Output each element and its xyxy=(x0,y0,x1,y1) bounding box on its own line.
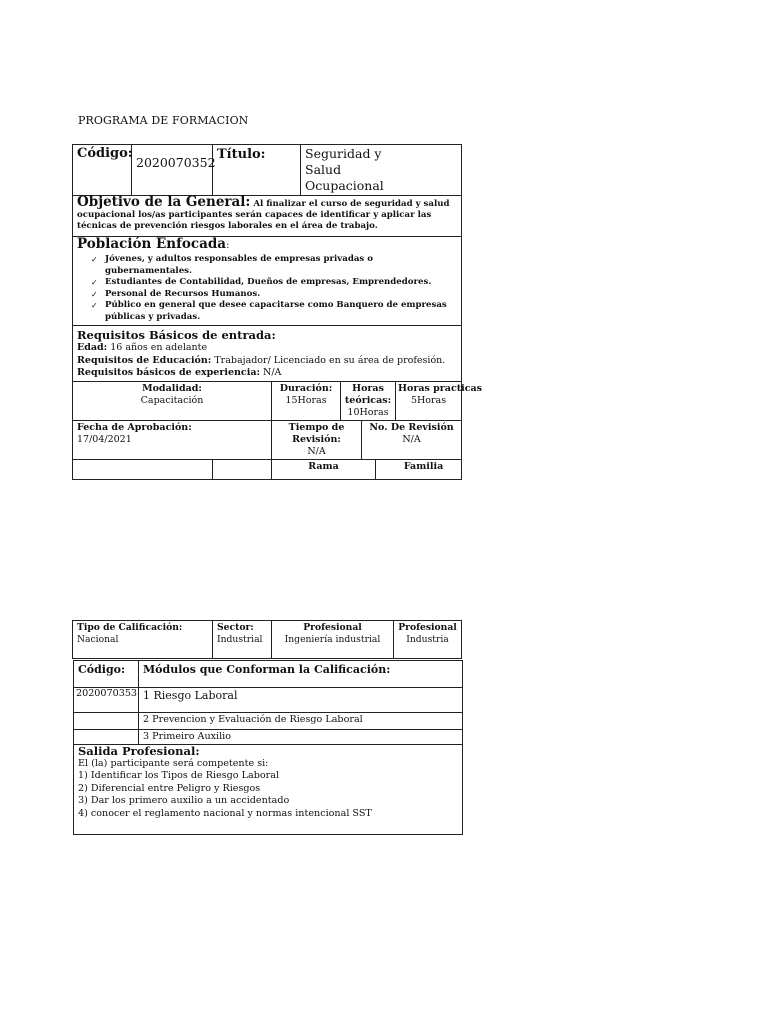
salida-item: 3) Dar los primero auxilio a un accidentado xyxy=(78,795,290,806)
salida-title: Salida Profesional: xyxy=(78,744,200,758)
experiencia-line: Requisitos básicos de experiencia: N/A xyxy=(77,367,282,378)
familia-cell xyxy=(376,459,462,479)
list-item: ✓ Estudiantes de Contabilidad, Dueños de empresas, Emprendedores. xyxy=(91,277,432,287)
modulo-name: 3 Primeiro Auxilio xyxy=(139,730,463,745)
tipo-label: Tipo de Calificación: xyxy=(77,622,183,633)
requisitos-title: Requisitos Básicos de entrada: xyxy=(77,328,276,342)
check-icon: ✓ xyxy=(91,289,98,299)
requisitos-cell xyxy=(73,326,462,382)
modulos-table xyxy=(73,660,463,835)
horas-practicas-cell xyxy=(396,381,483,420)
modulos-codigo-label: Código: xyxy=(74,661,139,688)
blank-cell xyxy=(213,459,272,479)
profesional-cell xyxy=(272,621,394,659)
sector-label: Sector: xyxy=(217,622,254,633)
modulo-codigo: 2020070353 xyxy=(74,688,139,713)
rama-cell xyxy=(272,459,376,479)
profesional2-value: Industria xyxy=(406,634,449,645)
titulo-value: Seguridad y Salud Ocupacional xyxy=(301,145,462,196)
no-revision-cell xyxy=(362,420,462,459)
check-icon: ✓ xyxy=(91,301,98,310)
fecha-label: Fecha de Aprobación: xyxy=(77,421,192,433)
tiempo-value: N/A xyxy=(307,445,326,457)
objetivo-cell xyxy=(73,196,462,237)
titulo-label: Título: xyxy=(213,145,301,196)
duracion-value: 15Horas xyxy=(285,394,327,406)
horas-practicas-value: 5Horas xyxy=(410,394,447,406)
modalidad-label: Modalidad: xyxy=(142,382,202,394)
codigo-value: 2020070352 xyxy=(132,145,213,196)
modulo-codigo xyxy=(74,713,139,730)
fecha-value: 17/04/2021 xyxy=(77,433,132,445)
familia-label: Familia xyxy=(403,460,444,472)
horas-teoricas-cell xyxy=(341,381,396,420)
tiempo-cell xyxy=(272,420,362,459)
horas-teoricas-value: 10Horas xyxy=(347,406,389,418)
codigo-label: Código: xyxy=(73,145,132,196)
check-icon: ✓ xyxy=(91,255,98,264)
objetivo-label: Objetivo de la General: xyxy=(77,194,251,210)
profesional2-label: Profesional xyxy=(398,622,457,633)
list-item: ✓ Personal de Recursos Humanos. xyxy=(91,288,261,299)
rama-label: Rama xyxy=(308,460,339,472)
no-revision-label: No. De Revisión xyxy=(369,421,454,433)
salida-item: 1) Identificar los Tipos de Riesgo Laboral xyxy=(78,770,280,781)
salida-item: 4) conocer el reglamento nacional y normas intencional SST xyxy=(78,807,372,819)
modulo-name: 2 Prevencion y Evaluación de Riesgo Laboral xyxy=(139,713,463,730)
duracion-cell xyxy=(272,381,341,420)
list-item: ✓ Jóvenes, y adultos responsables de empresas privadas o gubernamentales. xyxy=(91,254,373,276)
sector-value: Industrial xyxy=(217,634,263,645)
modulos-title: Módulos que Conforman la Calificación: xyxy=(139,661,463,688)
profesional-value: Ingeniería industrial xyxy=(284,634,381,645)
fecha-cell xyxy=(73,420,272,459)
modulo-codigo xyxy=(74,730,139,745)
objetivo-text: Al finalizar el curso de seguridad y salud ocupacional los/as participantes serán capaces de identificar y aplicar las técnicas de prevención riesgos laborales en el área de trabajo. xyxy=(77,199,450,231)
page-heading: PROGRAMA DE FORMACION xyxy=(78,114,249,127)
salida-item: 2) Diferencial entre Peligro y Riesgos xyxy=(78,782,261,794)
profesional-label: Profesional xyxy=(303,622,362,633)
poblacion-label: Población Enfocada xyxy=(77,236,227,252)
program-table xyxy=(72,144,483,480)
no-revision-value: N/A xyxy=(402,433,421,445)
edad-line: Edad: 16 años en adelante xyxy=(77,342,208,353)
profesional2-cell xyxy=(394,621,462,659)
modalidad-value: Capacitación xyxy=(140,394,204,406)
tipo-value: Nacional xyxy=(77,634,119,645)
duracion-label: Duración: xyxy=(279,382,333,394)
modulo-name: 1 Riesgo Laboral xyxy=(139,688,463,713)
educacion-line: Requisitos de Educación: Trabajador/ Licenciado en su área de profesión. xyxy=(77,354,446,366)
salida-cell xyxy=(74,745,463,835)
modalidad-cell xyxy=(73,381,272,420)
tipo-cell xyxy=(73,621,213,659)
calificacion-table xyxy=(72,620,462,659)
blank-cell xyxy=(73,459,213,479)
salida-intro: El (la) participante será competente si: xyxy=(78,757,269,769)
poblacion-cell xyxy=(73,237,462,326)
tiempo-label: Tiempo de Revisión: xyxy=(288,421,345,445)
horas-practicas-label: Horas practicas xyxy=(398,382,483,394)
sector-cell xyxy=(213,621,272,659)
poblacion-list xyxy=(83,254,457,323)
poblacion-colon: : xyxy=(226,240,230,251)
check-icon: ✓ xyxy=(91,278,98,287)
list-item: ✓ Público en general que desee capacitarse como Banquero de empresas públicas y privadas. xyxy=(91,300,447,322)
horas-teoricas-label: Horas teóricas: xyxy=(344,382,392,406)
